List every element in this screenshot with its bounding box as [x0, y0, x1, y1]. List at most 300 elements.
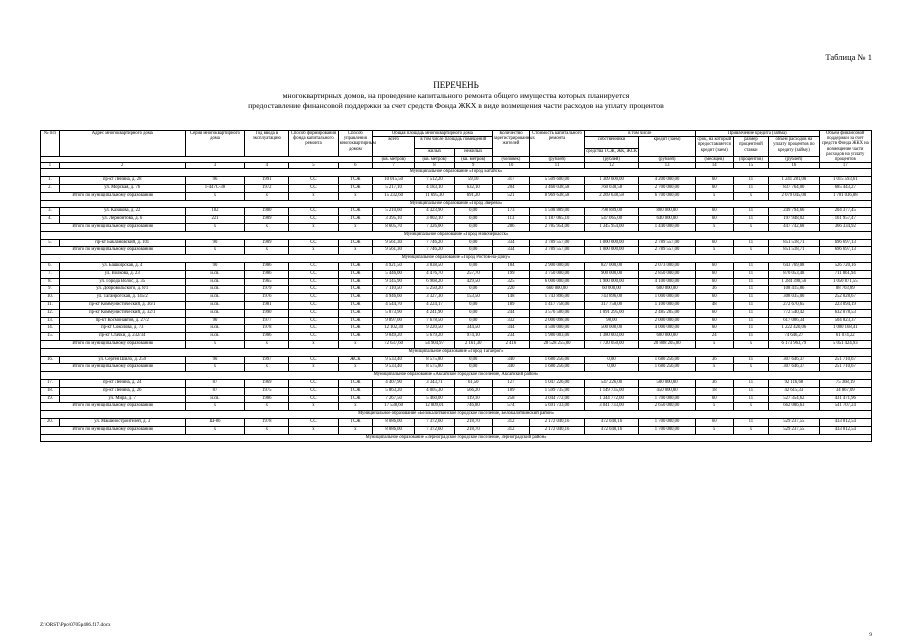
table-cell: 317: [492, 177, 530, 185]
table-cell: 1 000 000,00: [639, 294, 696, 302]
table-cell: 9 561,30: [373, 247, 415, 255]
table-cell: 334: [492, 247, 530, 255]
table-cell: 600 000,00: [639, 286, 696, 294]
table-cell: 7 372,60: [415, 426, 455, 434]
header-residents: Количество зарегистрированных жителей: [492, 131, 530, 157]
header-loan: кредит (заем): [639, 137, 696, 157]
col-number: 13: [639, 163, 696, 169]
table-cell: x: [695, 403, 733, 411]
file-path-footer: Z:\ORST\Ppo\0705p486.f17.docx: [40, 622, 111, 628]
unit-cell: (рублей): [769, 157, 819, 163]
table-cell: 696 697,13: [819, 247, 872, 255]
table-cell: 1989: [245, 216, 289, 224]
table-row: [41, 301, 872, 309]
table-cell: 1969: [245, 379, 289, 387]
table-cell: 547 065,00: [584, 216, 638, 224]
table-cell: 60: [695, 270, 733, 278]
table-cell: x: [733, 426, 769, 434]
table-cell: 1 680 256,00: [639, 356, 696, 364]
table-cell: 18.: [41, 387, 60, 395]
table-cell: 1 344 772,00: [584, 395, 638, 403]
table-cell: 74 646,27: [769, 333, 819, 341]
table-cell: x: [338, 364, 373, 372]
table-cell: 344: [492, 325, 530, 333]
table-cell: 113: [492, 216, 530, 224]
table-cell: СС: [289, 309, 338, 317]
table-cell: x: [338, 247, 373, 255]
table-cell: ТСЖ: [338, 317, 373, 325]
table-cell: ТСЖ: [338, 278, 373, 286]
table-cell: 366 334,92: [819, 224, 872, 232]
table-row: [41, 395, 872, 403]
table-cell: 2 650 000,00: [639, 403, 696, 411]
table-cell: x: [733, 247, 769, 255]
table-cell: 547 226,00: [584, 379, 638, 387]
table-cell: ТСЖ: [338, 379, 373, 387]
table-cell: 0,00: [454, 356, 492, 364]
table-cell: 1 680 256,00: [530, 356, 584, 364]
table-row: [41, 387, 872, 395]
table-cell: 1 050 871,55: [819, 278, 872, 286]
table-cell: 1 599 735,00: [530, 387, 584, 395]
table-cell: 11: [733, 418, 769, 426]
table-cell: 1997: [245, 356, 289, 364]
table-cell: 4.: [41, 216, 60, 224]
table-cell: 5 873,90: [373, 309, 415, 317]
table-cell: 87: [185, 387, 245, 395]
table-cell: 9.: [41, 286, 60, 294]
table-cell: 900 000,00: [584, 270, 638, 278]
table-cell: 2 900 000,00: [530, 262, 584, 270]
table-cell: 746,80: [454, 403, 492, 411]
table-cell: 11: [733, 325, 769, 333]
table-cell: СС: [289, 418, 338, 426]
header-tszh-funds: средства ТСЖ, ЖК, ЖСК: [584, 148, 638, 156]
table-cell: 98,00: [584, 317, 638, 325]
table-cell: 2 789 557,00: [639, 247, 696, 255]
header-area-nonliving: нежилых: [454, 148, 492, 156]
table-cell: 18: [695, 387, 733, 395]
table-cell: СС: [289, 270, 338, 278]
table-cell: 1 309 600,00: [584, 177, 638, 185]
table-cell: 800 000,00: [639, 208, 696, 216]
unit-cell: (кв. метров): [373, 157, 415, 163]
table-cell: 17 538,60: [373, 403, 415, 411]
table-cell: 244: [492, 309, 530, 317]
table-cell: и.св.: [185, 270, 245, 278]
table-cell: 1975: [245, 387, 289, 395]
table-cell: 851 518,71: [769, 247, 819, 255]
table-cell: 660 000,00: [530, 286, 584, 294]
table-cell: СС: [289, 387, 338, 395]
table-cell: 90: [185, 317, 245, 325]
table-cell: x: [185, 364, 245, 372]
group-header-row: [41, 434, 872, 442]
group-header-row: [41, 372, 872, 380]
table-row: [41, 333, 872, 341]
table-body: [41, 169, 872, 442]
subtotal-row: [41, 192, 872, 200]
table-cell: 60: [695, 325, 733, 333]
col-number: 16: [769, 163, 819, 169]
table-cell: ТСЖ: [338, 395, 373, 403]
table-cell: x: [695, 364, 733, 372]
table-cell: 526 720,16: [819, 262, 872, 270]
subtotal-row: [41, 224, 872, 232]
table-cell: 60: [695, 177, 733, 185]
address-cell: пр-кт Коммунистический, д. 36/1: [59, 301, 185, 309]
table-cell: 317 758,00: [584, 301, 638, 309]
table-cell: 11: [733, 185, 769, 193]
table-cell: ТСЖ: [338, 177, 373, 185]
table-cell: СС: [289, 177, 338, 185]
table-cell: 11: [733, 286, 769, 294]
table-cell: 643 769,08: [769, 262, 819, 270]
municipality-title: Муниципальное образование «Белокалитвинское городское поселение, Белокалитвинский район»: [41, 411, 872, 419]
col-number: 1: [41, 163, 60, 169]
address-cell: пр-кт Космонавтов, д. 27/2: [59, 317, 185, 325]
table-cell: x: [185, 192, 245, 200]
table-cell: 1980: [245, 208, 289, 216]
group-header-row: [41, 348, 872, 356]
table-cell: 1 380 003,00: [584, 333, 638, 341]
table-cell: 4 323,90: [415, 208, 455, 216]
table-cell: 11: [733, 356, 769, 364]
table-cell: 20 808 205,00: [639, 340, 696, 348]
table-cell: 5 250,20: [415, 286, 455, 294]
col-number: 4: [245, 163, 289, 169]
header-owners: собственники: [584, 137, 638, 149]
subtotal-label: Итого по муниципальному образованию: [41, 364, 186, 372]
table-cell: 7 110,50: [373, 286, 415, 294]
table-cell: 1 000 000,00: [584, 247, 638, 255]
header-cost: Стоимость капитального ремонта: [530, 131, 584, 157]
subtotal-label: Итого по муниципальному образованию: [41, 340, 186, 348]
table-cell: 2 269 638,58: [584, 192, 638, 200]
table-cell: 10 015,50: [373, 177, 415, 185]
col-number: 12: [584, 163, 638, 169]
table-cell: ТСЖ: [338, 294, 373, 302]
table-cell: 2 850 000,00: [639, 270, 696, 278]
unit-cell: (рублей): [639, 157, 696, 163]
table-cell: 11: [733, 262, 769, 270]
col-number: 10: [492, 163, 530, 169]
header-area-total: всего: [373, 137, 415, 157]
table-cell: 307 646,37: [769, 364, 819, 372]
header-incl: в том числе: [584, 131, 695, 137]
table-cell: 2 000 098,00: [530, 317, 584, 325]
table-cell: 3 343,71: [415, 379, 455, 387]
table-cell: 6 700 000,00: [639, 192, 696, 200]
table-cell: 5 679,20: [415, 333, 455, 341]
table-cell: 447 742,68: [769, 224, 819, 232]
table-cell: 60: [695, 294, 733, 302]
table-cell: 9 049,20: [373, 333, 415, 341]
table-cell: 0,00: [454, 239, 492, 247]
table-cell: x: [733, 403, 769, 411]
address-cell: ул. Сергея Шило, д. 259: [59, 356, 185, 364]
col-number: 14: [695, 163, 733, 169]
table-cell: 312: [492, 418, 530, 426]
table-cell: 11: [733, 177, 769, 185]
table-cell: 11 695,30: [415, 192, 455, 200]
municipality-title: Муниципальное образование «Город Таганрог»: [41, 348, 872, 356]
table-cell: 2 000 000,00: [639, 317, 696, 325]
table-cell: 4 183,10: [415, 185, 455, 193]
table-cell: 450 000,00: [639, 387, 696, 395]
table-cell: 760 038,58: [584, 185, 638, 193]
table-cell: 11.: [41, 301, 60, 309]
table-cell: x: [338, 426, 373, 434]
table-row: [41, 286, 872, 294]
table-cell: 743 896,00: [584, 294, 638, 302]
table-cell: 220: [492, 286, 530, 294]
table-cell: 15 232,60: [373, 192, 415, 200]
table-cell: 249 794,66: [769, 208, 819, 216]
col-number: 17: [819, 163, 872, 169]
address-cell: ул. Города Волос, д. 35: [59, 278, 185, 286]
table-cell: 3.: [41, 208, 60, 216]
header-support: Объем финансовой поддержки за счет средств Фонда ЖКХ на возмещение части расходов на уплату процентов: [819, 131, 872, 163]
header-area-sub: в том числе площадь помещений: [415, 137, 493, 149]
table-cell: 798 889,00: [584, 208, 638, 216]
group-header-row: [41, 231, 872, 239]
table-cell: 870 053,48: [769, 270, 819, 278]
table-cell: 1978: [245, 325, 289, 333]
table-cell: 257,70: [454, 270, 492, 278]
table-cell: 696 697,13: [819, 239, 872, 247]
table-cell: 75 368,19: [819, 379, 872, 387]
table-cell: ТСЖ: [338, 185, 373, 193]
table-cell: 1 000 168,41: [819, 325, 872, 333]
table-cell: x: [245, 340, 289, 348]
table-cell: 12 102,30: [373, 325, 415, 333]
table-cell: 7.: [41, 270, 60, 278]
document-subtitle-line-2: предоставление финансовой поддержки за счет средств Фонда ЖКХ в виде возмещения части расходов на уплату процентов: [248, 101, 664, 110]
table-cell: 189: [492, 301, 530, 309]
table-cell: 2 700 000,00: [639, 185, 696, 193]
table-cell: 1991: [245, 177, 289, 185]
col-number: 5: [289, 163, 338, 169]
address-cell: пр-кт Соколова, д. 73: [59, 325, 185, 333]
table-cell: x: [733, 192, 769, 200]
header-no: № п/п: [41, 131, 60, 157]
table-cell: 108 415,86: [769, 286, 819, 294]
table-cell: 127: [492, 379, 530, 387]
table-cell: 7 720 050,00: [584, 340, 638, 348]
subtotal-row: [41, 364, 872, 372]
table-cell: 312: [492, 426, 530, 434]
table-cell: 60: [695, 208, 733, 216]
table-cell: 529 237,55: [769, 426, 819, 434]
table-cell: 5 509 600,00: [530, 177, 584, 185]
address-cell: ул. Мира, д. 7: [59, 395, 185, 403]
subtotal-row: [41, 426, 872, 434]
table-cell: ТСЖ: [338, 208, 373, 216]
table-cell: 1986: [245, 262, 289, 270]
table-cell: 60 000,00: [584, 286, 638, 294]
table-cell: 1986: [245, 270, 289, 278]
table-cell: 3 460 038,58: [530, 185, 584, 193]
table-cell: 5 210,60: [373, 208, 415, 216]
table-cell: 11: [733, 387, 769, 395]
table-row: [41, 418, 872, 426]
table-cell: 5 691 733,00: [530, 403, 584, 411]
table-cell: 4 476,70: [415, 270, 455, 278]
table-cell: СС: [289, 294, 338, 302]
unit-cell: (кв. метров): [454, 157, 492, 163]
table-cell: ТСЖ: [338, 239, 373, 247]
table-cell: 60: [695, 418, 733, 426]
table-cell: 1 700 000,00: [639, 395, 696, 403]
table-cell: СС: [289, 333, 338, 341]
table-cell: 1 284 398,56: [769, 278, 819, 286]
table-cell: 1972: [245, 185, 289, 193]
table-cell: 11: [733, 270, 769, 278]
table-cell: 1986: [245, 395, 289, 403]
table-cell: x: [289, 364, 338, 372]
table-cell: 1 700 000,00: [639, 418, 696, 426]
municipality-title: Муниципальное образование «Зерноградское городское поселение, Зерноградский район»: [41, 434, 872, 442]
table-cell: 1 440 000,00: [639, 224, 696, 232]
table-cell: 8 969 638,58: [530, 192, 584, 200]
table-cell: x: [338, 192, 373, 200]
table-cell: 8 086,00: [373, 426, 415, 434]
address-cell: пр-кт Баклановский, д. 101: [59, 239, 185, 247]
unit-cell: (человек): [492, 157, 530, 163]
table-cell: 827 000,00: [584, 262, 638, 270]
table-cell: 308 035,00: [769, 294, 819, 302]
table-cell: x: [338, 340, 373, 348]
municipality-title: Муниципальное образование «Город Ростов-на-Дону»: [41, 255, 872, 263]
table-cell: x: [245, 224, 289, 232]
table-cell: ТСЖ: [338, 333, 373, 341]
table-cell: 566,20: [454, 387, 492, 395]
subtotal-label: Итого по муниципальному образованию: [41, 426, 186, 434]
table-cell: 6 968,20: [415, 278, 455, 286]
table-cell: 5 460,00: [415, 395, 455, 403]
table-cell: 521: [492, 192, 530, 200]
table-label: Таблица № 1: [825, 52, 872, 62]
table-cell: 2 161,30: [454, 340, 492, 348]
table-cell: 15.: [41, 333, 60, 341]
table-cell: СС: [289, 185, 338, 193]
table-cell: 9 145,90: [373, 278, 415, 286]
table-cell: ТСЖ: [338, 270, 373, 278]
table-cell: СС: [289, 216, 338, 224]
table-cell: ТСЖ: [338, 309, 373, 317]
address-cell: пр-кт Стачки, д. 232/34: [59, 333, 185, 341]
table-cell: 1 680 256,00: [639, 364, 696, 372]
unit-cell: (процентов): [733, 157, 769, 163]
table-cell: x: [289, 403, 338, 411]
col-number: 8: [415, 163, 455, 169]
table-cell: 11: [733, 395, 769, 403]
table-cell: 24: [695, 333, 733, 341]
table-cell: 772 540,42: [769, 309, 819, 317]
table-cell: 54 904,97: [415, 340, 455, 348]
table-row: [41, 185, 872, 193]
table-cell: 5 446,00: [373, 270, 415, 278]
table-cell: 1986: [245, 333, 289, 341]
table-cell: 11: [733, 301, 769, 309]
table-cell: 431 471,96: [819, 395, 872, 403]
table-cell: 500 000,00: [639, 379, 696, 387]
table-cell: 4 005,30: [415, 387, 455, 395]
table-cell: 48: [695, 301, 733, 309]
table-cell: ТСЖ: [338, 325, 373, 333]
table-cell: 42 615,33: [769, 387, 819, 395]
table-cell: 197 948,02: [769, 216, 819, 224]
table-cell: 90: [185, 356, 245, 364]
table-cell: 0,00: [454, 247, 492, 255]
table-cell: 4 224,17: [415, 301, 455, 309]
table-cell: 36: [695, 379, 733, 387]
table-cell: 11: [733, 216, 769, 224]
municipality-title: Муниципальное образование «Аксайское городское поселение, Аксайский район»: [41, 372, 872, 380]
table-cell: 1989: [245, 239, 289, 247]
table-cell: 182: [185, 208, 245, 216]
municipality-title: Муниципальное образование «Город Батайск»: [41, 169, 872, 177]
table-cell: 2 789 557,00: [639, 239, 696, 247]
table-cell: 61,50: [454, 379, 492, 387]
document-title: ПЕРЕЧЕНЬ: [433, 80, 479, 90]
table-cell: 3 041 733,00: [584, 403, 638, 411]
table-cell: 34 867,09: [819, 387, 872, 395]
table-cell: 1 222 420,06: [769, 325, 819, 333]
table-header: [41, 131, 872, 169]
table-cell: 184: [492, 262, 530, 270]
address-cell: ул. Морская, д. 76: [59, 185, 185, 193]
table-cell: 3 327,30: [415, 294, 455, 302]
table-cell: 1 680 256,00: [530, 364, 584, 372]
table-cell: ЖСК: [338, 356, 373, 364]
table-cell: 9 220,50: [415, 325, 455, 333]
table-cell: 60: [695, 216, 733, 224]
address-cell: пр-кт Ленина, д. 24: [59, 379, 185, 387]
header-credit-group: Привлечение кредита (займа): [695, 131, 819, 137]
table-cell: 1 417 758,00: [530, 301, 584, 309]
table-cell: 344,50: [454, 325, 492, 333]
address-cell: ул. Лермонтова, д. 6: [59, 216, 185, 224]
table-cell: 4 921,50: [373, 262, 415, 270]
table-cell: 251 710,67: [819, 364, 872, 372]
table-cell: 199: [492, 270, 530, 278]
table-cell: x: [733, 340, 769, 348]
address-cell: пр-кт Коммунистический, д. 32/1: [59, 309, 185, 317]
table-cell: 1 743 896,00: [530, 294, 584, 302]
table-cell: 60: [695, 309, 733, 317]
table-cell: и.св.: [185, 301, 245, 309]
table-cell: 0,00: [454, 262, 492, 270]
table-cell: 59,10: [454, 177, 492, 185]
header-fund-method: Способ формирования фонда капитального ремонта: [289, 131, 338, 157]
table-cell: 8 605,70: [373, 224, 415, 232]
table-cell: 9 533,40: [373, 356, 415, 364]
unit-cell: (кв. метров): [415, 157, 455, 163]
table-cell: 1 015 593,61: [819, 177, 872, 185]
table-cell: x: [338, 224, 373, 232]
table-cell: 60: [695, 239, 733, 247]
table-cell: 6.: [41, 262, 60, 270]
table-cell: 1 900 000,00: [584, 278, 638, 286]
table-cell: 72 637,60: [373, 340, 415, 348]
table-cell: 87: [185, 379, 245, 387]
table-cell: 4 500 000,00: [530, 325, 584, 333]
table-cell: 8 575,80: [415, 364, 455, 372]
address-cell: ул. Башкирская, д. 4: [59, 262, 185, 270]
table-cell: 13.: [41, 317, 60, 325]
